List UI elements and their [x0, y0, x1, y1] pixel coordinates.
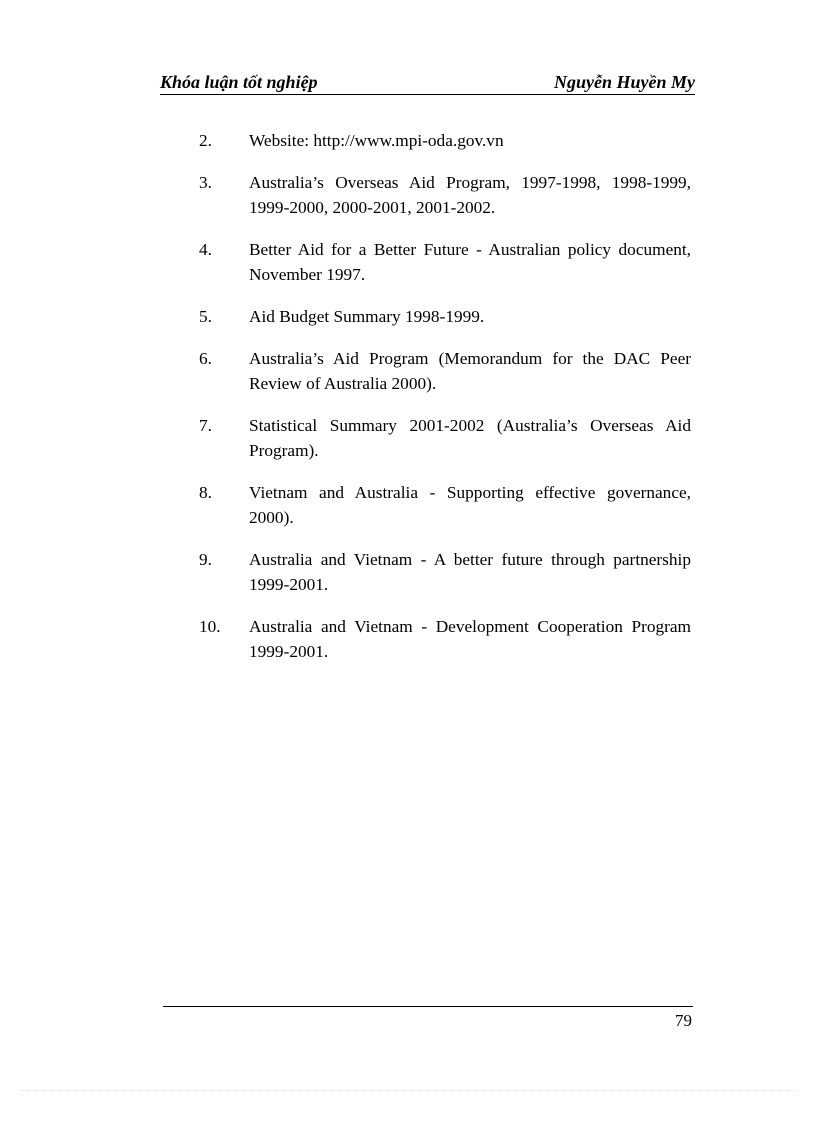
reference-number: 2. — [199, 131, 212, 150]
reference-item — [199, 547, 691, 597]
reference-item — [199, 237, 691, 287]
page-header — [160, 70, 695, 95]
reference-number: 9. — [199, 550, 212, 569]
reference-list — [199, 128, 691, 681]
page-edge-divider — [20, 1090, 796, 1091]
reference-text: Australia and Vietnam - Development Cooperation Program 1999-2001. — [249, 617, 691, 661]
reference-number: 7. — [199, 416, 212, 435]
reference-text: Statistical Summary 2001-2002 (Australia’s Overseas Aid Program). — [249, 416, 691, 460]
reference-text: Website: http://www.mpi-oda.gov.vn — [249, 131, 504, 150]
reference-number: 10. — [199, 617, 221, 636]
reference-item — [199, 413, 691, 463]
thesis-label: Khóa luận tốt nghiệp — [160, 72, 318, 92]
reference-item — [199, 480, 691, 530]
reference-number: 5. — [199, 307, 212, 326]
reference-number: 4. — [199, 240, 212, 259]
reference-item — [199, 128, 691, 153]
footer-divider — [163, 1006, 693, 1007]
page-number: 79 — [675, 1011, 692, 1030]
reference-text: Better Aid for a Better Future - Australian policy document, November 1997. — [249, 240, 691, 284]
reference-number: 3. — [199, 173, 212, 192]
reference-text: Vietnam and Australia - Supporting effective governance, 2000). — [249, 483, 691, 527]
reference-item — [199, 304, 691, 329]
reference-number: 6. — [199, 349, 212, 368]
reference-item — [199, 346, 691, 396]
reference-number: 8. — [199, 483, 212, 502]
reference-text: Australia’s Aid Program (Memorandum for the DAC Peer Review of Australia 2000). — [249, 349, 691, 393]
reference-text: Australia’s Overseas Aid Program, 1997-1998, 1998-1999, 1999-2000, 2000-2001, 2001-2002. — [249, 173, 691, 217]
author-name: Nguyễn Huyền My — [554, 72, 695, 92]
reference-text: Aid Budget Summary 1998-1999. — [249, 307, 485, 326]
reference-item — [199, 614, 691, 664]
reference-item — [199, 170, 691, 220]
reference-text: Australia and Vietnam - A better future through partnership 1999-2001. — [249, 550, 691, 594]
